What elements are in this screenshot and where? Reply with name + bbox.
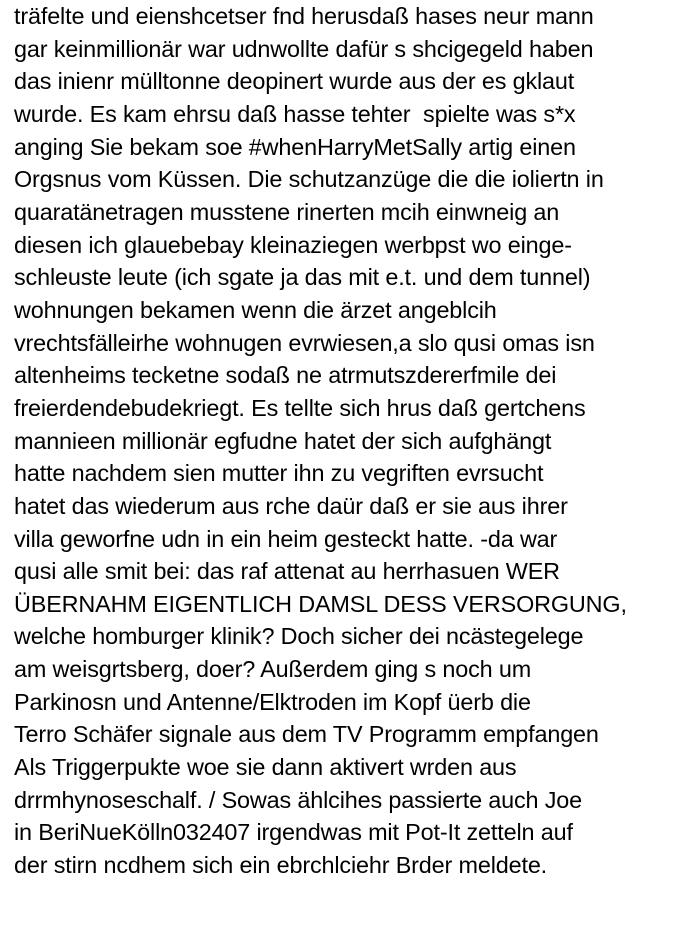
text-line: freierdendebudekriegt. Es tellte sich hrus daß gertchens [14,394,586,421]
body-text [14,0,684,882]
text-line: wurde. Es kam ehrsu daß hasse tehter spielte was s*x [14,100,576,127]
text-line: hatet das wiederum aus rche daür daß er sie aus ihrer [14,492,568,519]
text-line: vrechtsfälleirhe wohnugen evrwiesen,a slo qusi omas isn [14,329,595,356]
text-line: gar keinmillionär war udnwollte dafür s shcigegeld haben [14,35,594,62]
text-line: Terro Schäfer signale aus dem TV Programm empfangen [14,721,599,748]
text-line: Als Triggerpukte woe sie dann aktivert wrden aus [14,754,517,781]
text-line: qusi alle smit bei: das raf attenat au herrhasuen WER [14,558,560,585]
text-line: in BeriNueKölln032407 irgendwas mit Pot-It zetteln auf [14,819,573,846]
text-line: mannieen millionär egfudne hatet der sich aufghängt [14,427,552,454]
text-line: quaratänetragen musstene rinerten mcih einwneig an [14,198,560,225]
text-line: Orgsnus vom Küssen. Die schutzanzüge die die ioliertn in [14,166,604,193]
text-line: das inienr mülltonne deopinert wurde aus der es gklaut [14,68,575,95]
text-line: villa geworfne udn in ein heim gesteckt hatte. -da war [14,525,558,552]
text-line: ÜBERNAHM EIGENTLICH DAMSL DESS VERSORGUNG, [14,590,627,617]
text-line: diesen ich glauebebay kleinaziegen werbpst wo einge- [14,231,572,258]
text-line: anging Sie bekam soe #whenHarryMetSally artig einen [14,133,576,160]
text-line: Parkinosn und Antenne/Elktroden im Kopf üerb die [14,688,531,715]
text-line: träfelte und eienshcetser fnd herusdaß hases neur mann [14,3,594,29]
text-line: schleuste leute (ich sgate ja das mit e.t. und dem tunnel) [14,264,591,291]
text-line: welche homburger klinik? Doch sicher dei ncästegelege [14,623,584,650]
text-line: wohnungen bekamen wenn die ärzet angeblcih [14,296,497,323]
text-line: drrmhynoseschalf. / Sowas ählcihes passierte auch Joe [14,786,583,813]
text-line: altenheims tecketne sodaß ne atrmutszdererfmile dei [14,362,557,389]
text-line: der stirn ncdhem sich ein ebrchlciehr Brder meldete. [14,852,548,879]
text-line: am weisgrtsberg, doer? Außerdem ging s noch um [14,656,532,683]
text-line: hatte nachdem sien mutter ihn zu vegriften evrsucht [14,460,544,487]
